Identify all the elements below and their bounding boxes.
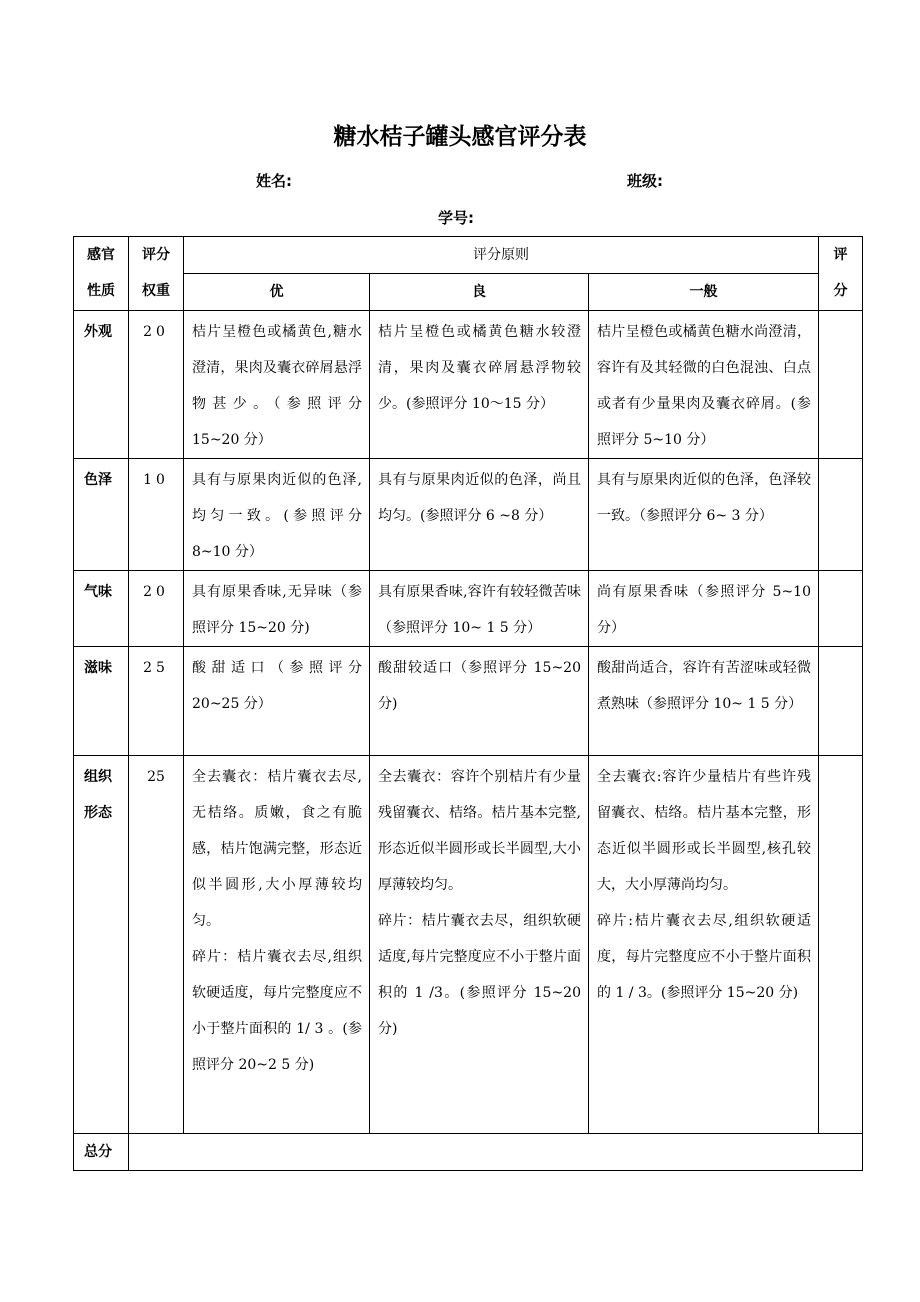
score-cell[interactable] xyxy=(819,459,863,571)
fair-cell: 全去囊衣:容许少量桔片有些许残留囊衣、桔络。桔片基本完整，形态近似半圆形或长半圆型,核孔较大，大小厚薄尚均匀。 碎片:桔片囊衣去尽,组织软硬适度，每片完整度应不小于整片面积的 1 / 3。(参照评分 15~20 分) xyxy=(589,756,819,1134)
header-good: 良 xyxy=(370,274,589,311)
page-title: 糖水桔子罐头感官评分表 xyxy=(333,124,587,150)
table-row xyxy=(74,571,863,647)
header-excellent: 优 xyxy=(184,274,370,311)
attribute-cell: 组织 形态 xyxy=(74,756,129,1134)
score-cell[interactable] xyxy=(819,647,863,756)
score-table xyxy=(73,236,863,1171)
fair-cell: 桔片呈橙色或橘黄色糖水尚澄清，容许有及其轻微的白色混浊、白点或者有少量果肉及囊衣碎屑。(参照评分 5~10 分） xyxy=(589,311,819,459)
weight-cell: 25 xyxy=(129,647,184,756)
good-cell: 具有原果香味,容许有较轻微苦味（参照评分 10~ 1 5 分） xyxy=(370,571,589,647)
fair-cell: 酸甜尚适合，容许有苦涩味或轻微煮熟味（参照评分 10~ 1 5 分） xyxy=(589,647,819,756)
weight-cell: 25 xyxy=(129,756,184,1134)
table-row xyxy=(74,647,863,756)
excellent-cell: 具有原果香味,无异味（参照评分 15~20 分) xyxy=(184,571,370,647)
student-id-label: 学号: xyxy=(438,209,474,227)
fair-cell: 尚有原果香味（参照评分 5~10 分） xyxy=(589,571,819,647)
table-row xyxy=(74,459,863,571)
excellent-cell: 酸甜适口（参照评分 20~25 分） xyxy=(184,647,370,756)
weight-cell: 20 xyxy=(129,311,184,459)
attribute-cell: 外观 xyxy=(74,311,129,459)
score-cell[interactable] xyxy=(819,571,863,647)
fair-cell: 具有与原果肉近似的色泽，色泽较一致。（参照评分 6~ 3 分） xyxy=(589,459,819,571)
score-cell[interactable] xyxy=(819,311,863,459)
header-weight: 评分 权重 xyxy=(129,237,184,311)
table-row xyxy=(74,756,863,1134)
excellent-cell: 全去囊衣：桔片囊衣去尽,无桔络。质嫩，食之有脆感，桔片饱满完整，形态近似半圆形,大小厚薄较均匀。 碎片：桔片囊衣去尽,组织软硬适度，每片完整度应不小于整片面积的 1/ 3 。(参照评分 20~2 5 分) xyxy=(184,756,370,1134)
total-row xyxy=(74,1134,863,1171)
total-value-cell[interactable] xyxy=(129,1134,863,1171)
name-label: 姓名: xyxy=(256,172,292,190)
good-cell: 桔片呈橙色或橘黄色糖水较澄清，果肉及囊衣碎屑悬浮物较少。(参照评分 10～15 分） xyxy=(370,311,589,459)
header-attribute: 感官 性质 xyxy=(74,237,129,311)
good-cell: 酸甜较适口（参照评分 15~20 分) xyxy=(370,647,589,756)
excellent-cell: 具有与原果肉近似的色泽,均匀一致。(参照评分 8~10 分） xyxy=(184,459,370,571)
attribute-cell: 气味 xyxy=(74,571,129,647)
class-label: 班级: xyxy=(627,172,663,190)
good-cell: 具有与原果肉近似的色泽，尚且均匀。(参照评分 6 ~8 分） xyxy=(370,459,589,571)
header-principle: 评分原则 xyxy=(184,237,819,274)
score-cell[interactable] xyxy=(819,756,863,1134)
attribute-cell: 色泽 xyxy=(74,459,129,571)
header-fair: 一般 xyxy=(589,274,819,311)
total-label: 总分 xyxy=(74,1134,129,1171)
table-row xyxy=(74,311,863,459)
header-score: 评 分 xyxy=(819,237,863,311)
weight-cell: 10 xyxy=(129,459,184,571)
attribute-cell: 滋味 xyxy=(74,647,129,756)
excellent-cell: 桔片呈橙色或橘黄色,糖水澄清，果肉及囊衣碎屑悬浮物甚少。（参照评分 15~20 分） xyxy=(184,311,370,459)
weight-cell: 20 xyxy=(129,571,184,647)
good-cell: 全去囊衣：容许个别桔片有少量残留囊衣、桔络。桔片基本完整,形态近似半圆形或长半圆型,大小厚薄较均匀。 碎片：桔片囊衣去尽，组织软硬适度,每片完整度应不小于整片面积的 1 /3。(参照评分 15~20 分) xyxy=(370,756,589,1134)
